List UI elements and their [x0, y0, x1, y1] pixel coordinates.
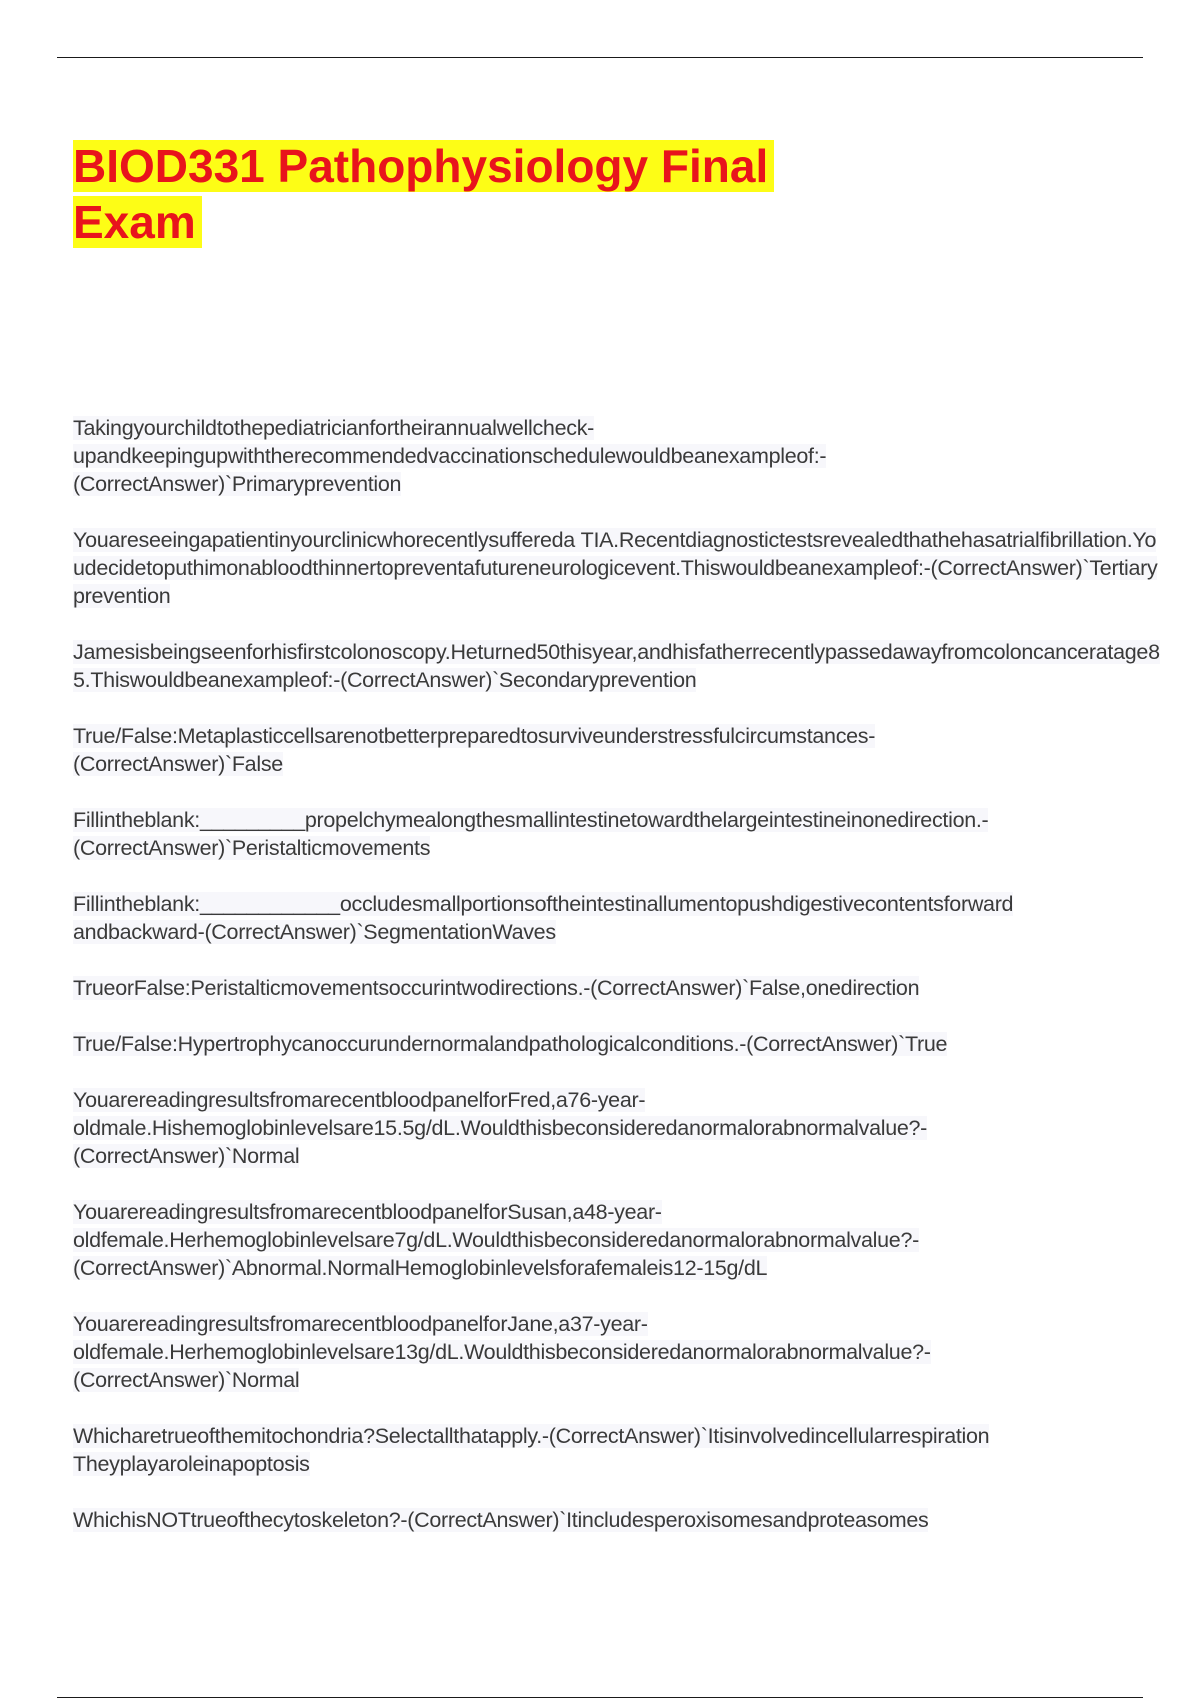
question-item: [73, 722, 1163, 778]
question-text: TrueorFalse:Peristalticmovementsoccurintwodirections.-(CorrectAnswer)`False,onedirection: [73, 976, 920, 1000]
question-text: YouarereadingresultsfromarecentbloodpanelforSusan,a48-year- oldfemale.Herhemoglobinlevelsare7g/dL.Wouldthisbeconsideredanormalorabnormalvalue?- (CorrectAnswer)`Abnormal.NormalHemoglobinlevelsforafemaleis12-15g/dL: [73, 1200, 919, 1280]
question-item: [73, 1086, 1163, 1170]
question-item: [73, 974, 1163, 1002]
question-text: YouarereadingresultsfromarecentbloodpanelforJane,a37-year- oldfemale.Herhemoglobinlevelsare13g/dL.Wouldthisbeconsideredanormalorabnormalvalue?- (CorrectAnswer)`Normal: [73, 1312, 931, 1392]
question-text: True/False:Metaplasticcellsarenotbetterpreparedtosurviveunderstressfulcircumstances- (CorrectAnswer)`False: [73, 724, 876, 776]
question-item: [73, 1506, 1163, 1534]
question-text: Whicharetrueofthemitochondria?Selectallthatapply.-(CorrectAnswer)`Itisinvolvedincellularrespiration Theyplayaroleinapoptosis: [73, 1424, 990, 1476]
question-item: [73, 1030, 1163, 1058]
question-item: [73, 890, 1163, 946]
question-text: True/False:Hypertrophycanoccurundernormalandpathologicalconditions.-(CorrectAnswer)`True: [73, 1032, 948, 1056]
top-rule: [57, 57, 1143, 58]
bottom-rule: [57, 1697, 1143, 1698]
question-item: [73, 526, 1163, 610]
title-line-2: Exam: [73, 196, 202, 248]
question-item: [73, 638, 1163, 694]
question-item: [73, 1198, 1163, 1282]
question-text: Youareseeingapatientinyourclinicwhorecentlysufferedа TIA.Recentdiagnostictestsrevealedthathehasatrialfibrillation.Youdecidetoputhimonabloodthinnertopreventafutureneurologicevent.Thiswouldbeanexampleof:-(CorrectAnswer)`Tertiaryprevention: [73, 528, 1158, 608]
question-item: [73, 414, 1163, 498]
question-text: WhichisNOTtrueofthecytoskeleton?-(CorrectAnswer)`Itincludesperoxisomesandproteasomes: [73, 1508, 929, 1532]
question-text: Fillintheblank:____________occludesmallportionsoftheintestinallumentopushdigestivecontentsforward andbackward-(CorrectAnswer)`SegmentationWaves: [73, 892, 1014, 944]
question-list: [73, 414, 1163, 1562]
question-item: [73, 1310, 1163, 1394]
question-text: Takingyourchildtothepediatricianfortheirannualwellcheck- upandkeepingupwiththerecommendedvaccinationschedulewouldbeanexampleof:- (CorrectAnswer)`Primaryprevention: [73, 416, 827, 496]
question-text: YouarereadingresultsfromarecentbloodpanelforFred,a76-year- oldmale.Hishemoglobinlevelsare15.5g/dL.Wouldthisbeconsideredanormalorabnormalvalue?- (CorrectAnswer)`Normal: [73, 1088, 928, 1168]
question-text: Fillintheblank:_________propelchymealongthesmallintestinetowardthelargeintestineinonedirection.- (CorrectAnswer)`Peristalticmovements: [73, 808, 989, 860]
title-line-1: BIOD331 Pathophysiology Final: [73, 140, 774, 192]
document-title: [73, 138, 833, 250]
question-item: [73, 806, 1163, 862]
question-item: [73, 1422, 1163, 1478]
question-text: Jamesisbeingseenforhisfirstcolonoscopy.Heturned50thisyear,andhisfatherrecentlypassedawayfromcoloncanceratage85.Thiswouldbeanexampleof:-(CorrectAnswer)`Secondaryprevention: [73, 640, 1160, 692]
